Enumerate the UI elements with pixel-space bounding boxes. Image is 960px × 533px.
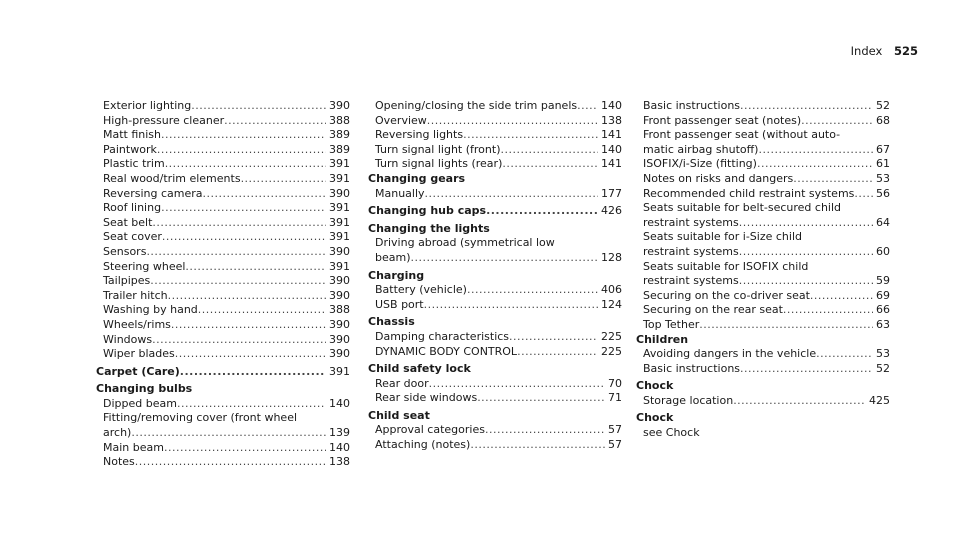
dot-leader [577, 99, 598, 114]
dot-leader [171, 318, 326, 333]
page-reference: 53 [876, 347, 890, 361]
dot-leader [161, 128, 326, 143]
index-subentry[interactable] [96, 318, 350, 333]
index-entry-text: Tailpipes [103, 274, 151, 288]
index-subentry[interactable] [636, 347, 890, 362]
index-entry-text: Attaching (notes) [375, 438, 471, 452]
index-subentry[interactable] [96, 245, 350, 260]
page-reference: 67 [876, 142, 890, 156]
index-entry-text: Paintwork [103, 142, 157, 156]
index-entry-text: Notes [103, 455, 135, 469]
index-subentry[interactable] [636, 245, 890, 260]
page-reference: 425 [869, 393, 890, 407]
dot-leader [486, 204, 598, 219]
index-entry-text: Roof lining [103, 201, 162, 215]
index-entry-text: Manually [375, 186, 425, 200]
page-reference: 63 [876, 317, 890, 331]
dot-leader [485, 423, 605, 438]
page-reference: 141 [601, 128, 622, 142]
page-reference: 389 [329, 128, 350, 142]
dot-leader [427, 114, 598, 129]
index-subentry[interactable] [368, 391, 622, 406]
page-reference: 390 [329, 347, 350, 361]
index-entry-text: matic airbag shutoff) [643, 142, 759, 156]
dot-leader [191, 99, 326, 114]
index-heading: Chock [636, 379, 674, 393]
dot-leader [164, 441, 326, 456]
page-reference: 56 [876, 186, 890, 200]
index-subentry[interactable] [636, 318, 890, 333]
index-subentry[interactable] [636, 99, 890, 114]
dot-leader [801, 114, 873, 129]
index-entry-text: Securing on the co-driver seat [643, 288, 810, 302]
index-entry-text: Battery (vehicle) [375, 283, 467, 297]
index-entry-text: Reversing camera [103, 186, 203, 200]
index-entry-text: Recommended child restraint systems [643, 186, 855, 200]
page-reference: 52 [876, 99, 890, 112]
page-reference: 391 [329, 171, 350, 185]
index-subentry[interactable] [96, 274, 350, 289]
index-subentry[interactable] [636, 216, 890, 231]
index-entry-text: Matt finish [103, 128, 162, 142]
dot-leader [424, 298, 598, 313]
dot-leader [165, 157, 326, 172]
dot-leader [150, 274, 326, 289]
index-entry-text: Opening/closing the side trim panels [375, 99, 578, 112]
index-subentry[interactable] [636, 303, 890, 318]
index-subentry-text: Fitting/removing cover (front wheel [103, 411, 298, 425]
index-subentry[interactable] [96, 216, 350, 231]
index-entry-text: Rear side windows [375, 391, 478, 405]
page-reference: 69 [876, 288, 890, 302]
page-reference: 140 [329, 440, 350, 454]
index-subentry[interactable] [636, 274, 890, 289]
index-subentry[interactable] [96, 303, 350, 318]
page-reference: 68 [876, 113, 890, 127]
index-subentry[interactable] [96, 260, 350, 275]
page-reference: 426 [601, 204, 622, 218]
index-heading: Changing bulbs [96, 382, 193, 396]
index-entry-text: Overview [375, 113, 427, 127]
index-subentry[interactable] [368, 143, 622, 158]
see-reference[interactable]: see Chock [643, 426, 700, 440]
page-reference: 391 [329, 215, 350, 229]
index-subentry[interactable] [368, 283, 622, 298]
index-entry-text: Top Tether [643, 317, 700, 331]
index-subentry[interactable] [636, 394, 890, 409]
dot-leader [162, 230, 326, 245]
dot-leader [135, 455, 326, 470]
index-entry-text: DYNAMIC BODY CONTROL [375, 344, 518, 358]
index-subentry[interactable] [96, 397, 350, 412]
index-subentry[interactable] [368, 251, 622, 266]
index-entry-text: Dipped beam [103, 396, 177, 410]
page-reference: 225 [601, 344, 622, 358]
page-number: 525 [893, 44, 918, 58]
index-heading: Chassis [368, 315, 415, 329]
page-reference: 388 [329, 303, 350, 317]
dot-leader [411, 251, 599, 266]
page-reference: 124 [601, 297, 622, 311]
index-subentry[interactable] [96, 143, 350, 158]
index-entry-text: arch) [103, 426, 132, 440]
page-reference: 390 [329, 332, 350, 346]
dot-leader [168, 289, 326, 304]
dot-leader [198, 303, 326, 318]
index-subentry[interactable] [96, 99, 350, 114]
index-entry[interactable] [96, 365, 350, 380]
index-subentry[interactable] [636, 187, 890, 202]
page-reference: 391 [329, 364, 350, 378]
index-entry-text: High-pressure cleaner [103, 113, 225, 127]
index-heading: Charging [368, 268, 425, 282]
page-reference: 390 [329, 288, 350, 302]
page-reference: 406 [601, 283, 622, 297]
dot-leader [175, 347, 326, 362]
index-subentry[interactable] [368, 423, 622, 438]
dot-leader [470, 438, 605, 453]
dot-leader [463, 128, 598, 143]
page-reference: 52 [876, 361, 890, 375]
index-subentry[interactable] [368, 128, 622, 143]
dot-leader [739, 245, 873, 260]
dot-leader [502, 157, 598, 172]
index-entry-text: Turn signal light (front) [375, 142, 501, 156]
index-subentry[interactable] [96, 172, 350, 187]
index-entry-text: Basic instructions [643, 361, 741, 375]
index-entry-text: Washing by hand [103, 303, 198, 317]
index-entry-text: beam) [375, 250, 411, 264]
index-subentry[interactable] [368, 298, 622, 313]
page-reference: 59 [876, 274, 890, 288]
page-reference: 141 [601, 157, 622, 171]
dot-leader [810, 289, 873, 304]
page-reference: 225 [601, 329, 622, 343]
index-entry-text: Rear door [375, 376, 429, 390]
index-heading: Child safety lock [368, 362, 471, 376]
dot-leader [733, 394, 866, 409]
index-entry-text: ISOFIX/i-Size (fitting) [643, 157, 757, 171]
index-subentry[interactable] [96, 230, 350, 245]
index-entry-text: Avoiding dangers in the vehicle [643, 347, 817, 361]
page-reference: 390 [329, 244, 350, 258]
index-subentry-text: Seats suitable for ISOFIX child [643, 259, 809, 273]
index-subentry-text: Front passenger seat (without auto- [643, 128, 841, 142]
page-reference: 177 [601, 186, 622, 200]
dot-leader [467, 283, 598, 298]
index-entry-text: Securing on the rear seat [643, 303, 783, 317]
page-reference: 140 [601, 99, 622, 112]
page-reference: 391 [329, 201, 350, 215]
dot-leader [757, 157, 873, 172]
dot-leader [157, 143, 326, 158]
dot-leader [177, 397, 326, 412]
index-column-1 [96, 99, 350, 470]
index-subentry[interactable] [368, 157, 622, 172]
index-entry-text: Seat cover [103, 230, 162, 244]
dot-leader [161, 201, 326, 216]
index-subentry[interactable] [96, 114, 350, 129]
index-subentry[interactable] [368, 438, 622, 453]
dot-leader [509, 330, 598, 345]
index-entry-text: Changing hub caps [368, 204, 487, 218]
index-subentry[interactable] [96, 347, 350, 362]
index-subentry-text: Seats suitable for belt-secured child [643, 201, 842, 215]
dot-leader [758, 143, 873, 158]
index-subentry[interactable] [636, 157, 890, 172]
index-entry-text: Turn signal lights (rear) [375, 157, 503, 171]
index-entry-text: Sensors [103, 244, 147, 258]
dot-leader [816, 347, 873, 362]
index-subentry[interactable] [96, 157, 350, 172]
index-entry-text: Reversing lights [375, 128, 464, 142]
index-column-3 [636, 99, 890, 441]
page-reference: 390 [329, 274, 350, 288]
index-entry-text: Steering wheel [103, 259, 186, 273]
index-heading: Changing the lights [368, 221, 490, 235]
page-reference: 390 [329, 99, 350, 112]
index-entry-text: Exterior lighting [103, 99, 192, 112]
dot-leader [739, 216, 873, 231]
index-subentry[interactable] [96, 201, 350, 216]
index-subentry[interactable] [636, 114, 890, 129]
index-subentry[interactable] [96, 128, 350, 143]
index-heading: Children [636, 332, 689, 346]
index-subentry[interactable] [636, 362, 890, 377]
dot-leader [180, 365, 326, 380]
page-header [851, 44, 918, 58]
dot-leader [783, 303, 873, 318]
index-heading: Chock [636, 411, 674, 425]
page-reference: 57 [608, 423, 622, 437]
dot-leader [224, 114, 326, 129]
index-subentry[interactable] [368, 330, 622, 345]
dot-leader [425, 187, 598, 202]
page-reference: 391 [329, 230, 350, 244]
dot-leader [241, 172, 326, 187]
dot-leader [146, 245, 326, 260]
index-entry-text: USB port [375, 297, 424, 311]
page-reference: 140 [601, 142, 622, 156]
dot-leader [477, 391, 605, 406]
index-subentry[interactable] [96, 455, 350, 470]
page-reference: 389 [329, 142, 350, 156]
index-entry-text: Wheels/rims [103, 317, 171, 331]
index-entry-text: Windows [103, 332, 153, 346]
dot-leader [152, 333, 326, 348]
page-reference: 70 [608, 376, 622, 390]
dot-leader [740, 362, 873, 377]
index-entry-text: Carpet (Care) [96, 364, 180, 378]
index-subentry[interactable] [368, 345, 622, 360]
index-subentry-text: Driving abroad (symmetrical low [375, 236, 555, 250]
index-entry[interactable] [368, 204, 622, 219]
dot-leader [517, 345, 598, 360]
index-subentry[interactable] [96, 426, 350, 441]
index-entry-text: Basic instructions [643, 99, 741, 112]
index-entry-text: Storage location [643, 393, 734, 407]
page-reference: 60 [876, 244, 890, 258]
dot-leader [203, 187, 327, 202]
page-reference: 53 [876, 171, 890, 185]
page-reference: 140 [329, 396, 350, 410]
dot-leader [500, 143, 598, 158]
index-entry-text: Trailer hitch [103, 288, 168, 302]
index-subentry[interactable] [96, 441, 350, 456]
index-subentry[interactable] [96, 333, 350, 348]
dot-leader [185, 260, 326, 275]
dot-leader [739, 274, 873, 289]
page-reference: 139 [329, 426, 350, 440]
index-subentry-text: Seats suitable for i-Size child [643, 230, 802, 244]
index-column-2 [368, 99, 622, 453]
page-reference: 138 [601, 113, 622, 127]
index-entry-text: Plastic trim [103, 157, 165, 171]
dot-leader [699, 318, 873, 333]
page-reference: 71 [608, 391, 622, 405]
index-entry-text: Real wood/trim elements [103, 171, 241, 185]
index-entry-text: Front passenger seat (notes) [643, 113, 802, 127]
page-reference: 391 [329, 259, 350, 273]
index-subentry[interactable] [96, 289, 350, 304]
page-reference: 128 [601, 250, 622, 264]
page-reference: 390 [329, 317, 350, 331]
dot-leader [152, 216, 326, 231]
index-subentry[interactable] [96, 187, 350, 202]
page-reference: 64 [876, 215, 890, 229]
page-reference: 390 [329, 186, 350, 200]
index-entry-text: restraint systems [643, 215, 739, 229]
dot-leader [854, 187, 873, 202]
dot-leader [131, 426, 326, 441]
index-entry-text: Notes on risks and dangers [643, 171, 794, 185]
page-reference: 391 [329, 157, 350, 171]
index-subentry[interactable] [636, 172, 890, 187]
dot-leader [793, 172, 873, 187]
index-entry-text: Main beam [103, 440, 164, 454]
index-subentry[interactable] [368, 377, 622, 392]
index-entry-text: restraint systems [643, 274, 739, 288]
index-entry-text: Damping characteristics [375, 329, 510, 343]
index-entry-text: Wiper blades [103, 347, 175, 361]
index-entry-text: Seat belt [103, 215, 153, 229]
page-reference: 61 [876, 157, 890, 171]
index-entry-text: Approval categories [375, 423, 485, 437]
page-reference: 388 [329, 113, 350, 127]
page-reference: 138 [329, 455, 350, 469]
page-reference: 66 [876, 303, 890, 317]
index-subentry[interactable] [368, 114, 622, 129]
index-subentry[interactable] [636, 143, 890, 158]
index-heading: Child seat [368, 408, 430, 422]
index-subentry[interactable] [368, 99, 622, 114]
page-reference: 57 [608, 438, 622, 452]
dot-leader [429, 377, 605, 392]
index-heading: Changing gears [368, 171, 466, 185]
header-label: Index [850, 44, 883, 58]
index-entry-text: restraint systems [643, 244, 739, 258]
dot-leader [740, 99, 873, 114]
index-subentry[interactable] [636, 289, 890, 304]
index-subentry[interactable] [368, 187, 622, 202]
